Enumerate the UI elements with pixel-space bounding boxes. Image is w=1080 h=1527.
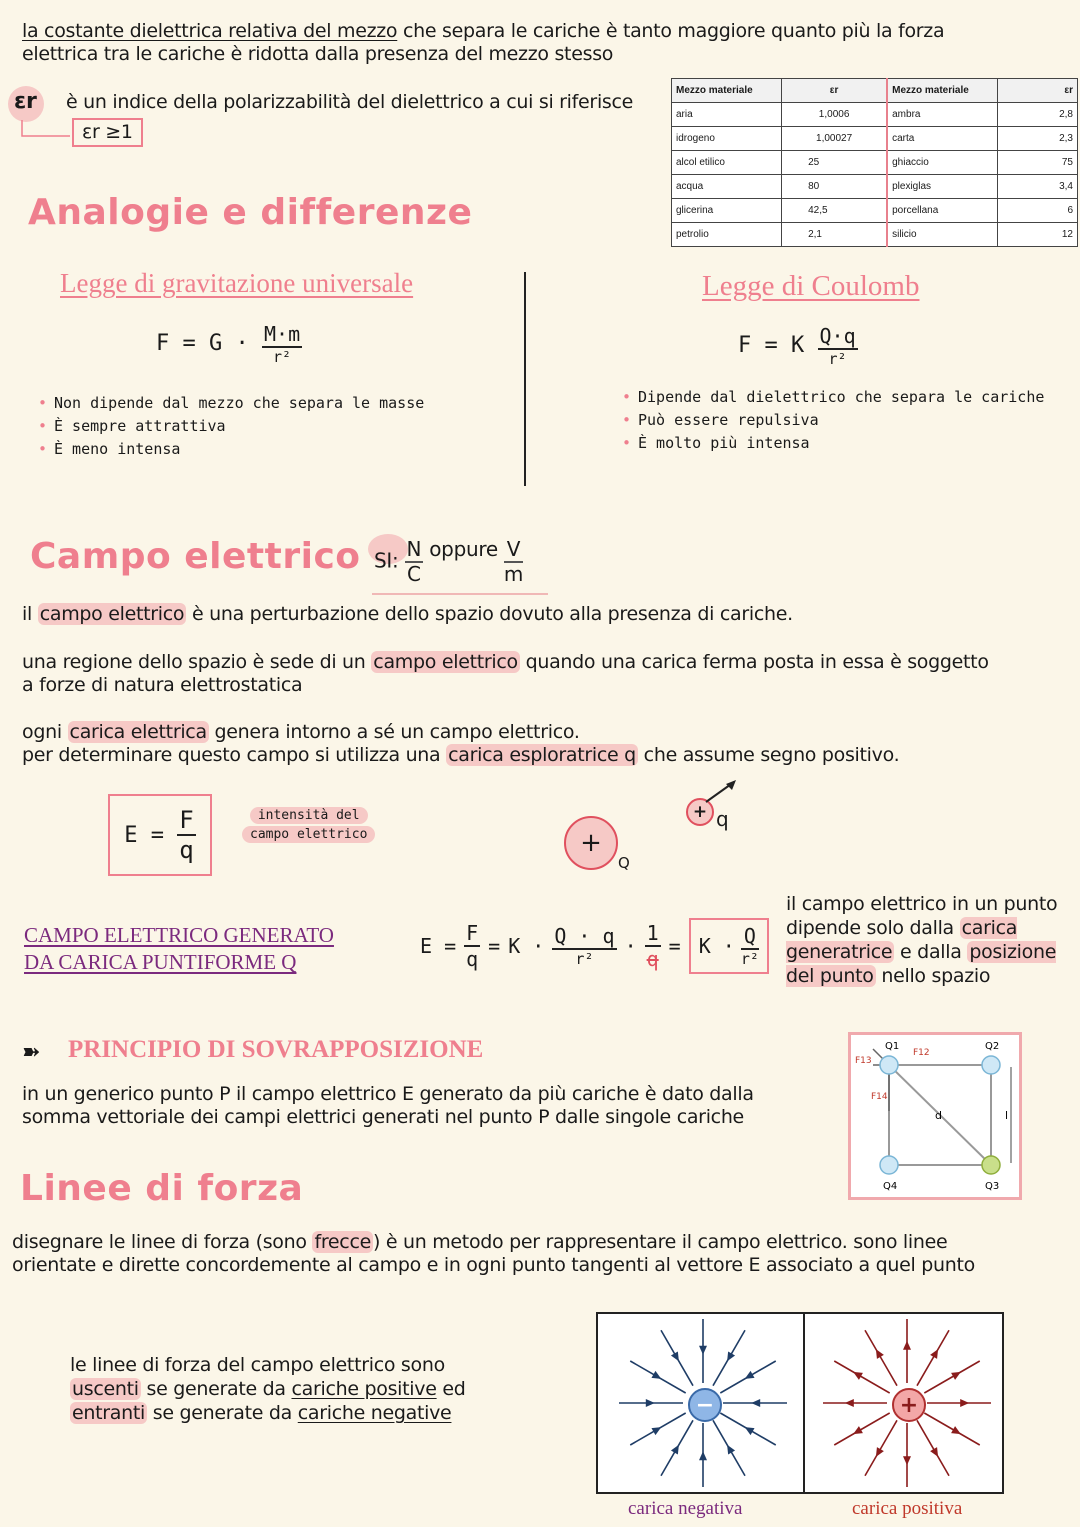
table-cell: 2,8: [998, 103, 1078, 127]
negative-charge: [688, 1388, 722, 1422]
table-row: [672, 175, 1078, 199]
text: orientate e dirette concordemente al campo e in ogni punto tangenti al vettore E associato a quel punto: [12, 1254, 975, 1276]
formula-fraction: [552, 924, 616, 968]
field-arrowhead: [699, 1451, 707, 1460]
sovrapposizione-text: [22, 1083, 822, 1129]
table-cell: 75: [998, 151, 1078, 175]
badge-line: intensità del: [250, 807, 368, 824]
text: per determinare questo campo si utilizza una: [22, 744, 447, 766]
frac-den: C: [407, 562, 421, 586]
campo-def2: [22, 651, 1062, 697]
underlined: cariche negative: [297, 1402, 452, 1424]
table-cell: aria: [672, 103, 782, 127]
table-cell: 42,5: [782, 199, 888, 223]
l-label: l: [1005, 1109, 1009, 1122]
field-line: [865, 1330, 897, 1385]
field-line: [834, 1413, 889, 1445]
text: ogni: [22, 721, 68, 743]
field-line: [917, 1420, 949, 1475]
coulomb-title: Legge di Coulomb: [702, 270, 920, 302]
text: se generate da: [140, 1378, 292, 1400]
highlight: frecce: [314, 1231, 371, 1253]
charge-sign: +: [580, 828, 602, 858]
si-colon: :: [392, 548, 399, 573]
text: una regione dello spazio è sede di un: [22, 651, 372, 673]
double-arrow-icon: ➽: [22, 1040, 41, 1065]
list-item: • È meno intensa: [36, 438, 424, 461]
text: che assume segno positivo.: [637, 744, 900, 766]
er-connector: [20, 118, 80, 142]
intro-rest: che separa le cariche è tanto maggiore quanto più la forza: [397, 20, 945, 42]
campo-def3: [22, 721, 1062, 767]
q3-label: Q3: [985, 1181, 1000, 1192]
table-cell: 80: [782, 175, 888, 199]
intensity-badge: [242, 806, 375, 844]
formula-part: ·: [624, 934, 637, 958]
puntiforme-title: [24, 922, 334, 976]
frac-num: N: [406, 537, 422, 561]
table-cell: glicerina: [672, 199, 782, 223]
field-arrowhead: [845, 1399, 854, 1407]
formula-part: K: [791, 333, 805, 358]
text: genera intorno a sé un campo elettrico.: [208, 721, 580, 743]
text: se generate da: [147, 1402, 298, 1424]
intro-underlined: la costante dielettrica relativa del mezzo: [22, 20, 398, 42]
table-cell: carta: [887, 127, 998, 151]
table-cell: ghiaccio: [887, 151, 998, 175]
frac-den: r²: [273, 348, 292, 366]
list-item: • Può essere repulsiva: [620, 409, 1044, 432]
frac-den: r²: [828, 350, 847, 368]
test-charge-arrow: [700, 776, 740, 806]
field-arrowhead: [646, 1399, 655, 1407]
dielectric-table: [671, 78, 1078, 247]
list-item: • Non dipende dal mezzo che separa le masse: [36, 392, 424, 415]
table-cell: acqua: [672, 175, 782, 199]
grav-formula: [156, 322, 302, 366]
result-box: [689, 918, 769, 974]
table-cell: plexiglas: [887, 175, 998, 199]
grav-bullets: [36, 392, 424, 461]
f13-label: F13: [855, 1056, 872, 1066]
positive-charge: [892, 1388, 926, 1422]
text: il: [22, 603, 38, 625]
charge-sign: −: [695, 1392, 715, 1418]
table-header: εr: [782, 79, 888, 103]
source-charge-label: Q: [618, 854, 630, 872]
formula-part: =: [488, 934, 501, 958]
analogie-title: Analogie e differenze: [28, 192, 473, 233]
field-arrowhead: [903, 1341, 911, 1350]
frac-num: M·m: [264, 322, 301, 346]
unit-fraction-vm: [504, 538, 523, 586]
field-arrowhead: [751, 1399, 760, 1407]
highlight: campo elettrico: [373, 651, 518, 673]
frac-den: r²: [575, 950, 594, 968]
campo-title: Campo elettrico: [30, 536, 361, 577]
table-cell: 25: [782, 151, 888, 175]
list-item: • Dipende dal dielettrico che separa le cariche: [620, 386, 1044, 409]
formula-fraction: [645, 921, 661, 971]
table-header: Mezzo materiale: [887, 79, 998, 103]
field-arrowhead: [699, 1346, 707, 1355]
coulomb-bullets: [620, 386, 1044, 455]
frac-num: V: [504, 538, 523, 563]
table-row: [672, 199, 1078, 223]
field-line: [924, 1413, 979, 1445]
highlight: entranti: [72, 1402, 146, 1424]
grav-fraction: [262, 322, 302, 366]
highlight: carica generatrice: [786, 917, 1018, 963]
formula-part: E =: [124, 822, 165, 848]
negative-label: carica negativa: [628, 1498, 743, 1519]
table-row: [672, 127, 1078, 151]
frac-num: Q·q: [819, 324, 856, 348]
table-header: Mezzo materiale: [672, 79, 782, 103]
table-row: [672, 151, 1078, 175]
coulomb-formula: [738, 324, 858, 368]
highlight: carica esploratrice q: [448, 744, 636, 766]
formula-part: G ·: [209, 331, 249, 356]
linee-text: [12, 1231, 1072, 1277]
si-label: SI: [374, 548, 392, 573]
formula-part: F =: [738, 333, 778, 358]
frac-den: q: [646, 947, 659, 971]
table-cell: alcol etilico: [672, 151, 782, 175]
grav-title: Legge di gravitazione universale: [60, 268, 414, 298]
charge-sign: +: [692, 802, 708, 822]
frac-num: Q · q: [554, 924, 615, 948]
table-header: εr: [998, 79, 1078, 103]
text: è una perturbazione dello spazio dovuto alla presenza di cariche.: [186, 603, 793, 625]
text: somma vettoriale dei campi elettrici generati nel punto P dalle singole cariche: [22, 1106, 744, 1128]
field-arrowhead: [903, 1456, 911, 1465]
linee-note: [70, 1353, 530, 1425]
field-arrowhead: [960, 1399, 969, 1407]
si-underline: [372, 593, 548, 595]
campo-def1: [22, 603, 1062, 626]
text: ) è un metodo per rappresentare il campo elettrico. sono linee: [373, 1231, 948, 1253]
table-cell: 1,0006: [782, 103, 888, 127]
unit-fraction-nc: [405, 538, 424, 586]
er-description: è un indice della polarizzabilità del dielettrico a cui si riferisce: [66, 91, 634, 113]
list-item: • È sempre attrattiva: [36, 415, 424, 438]
d-label: d: [935, 1109, 942, 1122]
er-condition-box: εr ≥1: [72, 118, 143, 147]
coulomb-fraction: [818, 324, 858, 368]
table-cell: silicio: [887, 223, 998, 247]
divider: [524, 272, 526, 486]
text: le linee di forza del campo elettrico sono: [70, 1354, 445, 1376]
q4-label: Q4: [883, 1181, 898, 1192]
title-line: DA CARICA PUNTIFORME Q: [24, 950, 297, 974]
table-cell: 1,00027: [782, 127, 888, 151]
frac-den: q: [179, 836, 194, 864]
linee-title: Linee di forza: [20, 1168, 304, 1209]
puntiforme-formula: [420, 918, 769, 974]
table-cell: 3,4: [998, 175, 1078, 199]
table-cell: ambra: [887, 103, 998, 127]
frac-den: m: [503, 562, 524, 586]
test-charge-label: q: [716, 807, 729, 831]
field-line: [865, 1420, 897, 1475]
frac-den: r²: [740, 950, 759, 968]
charge-sign: +: [899, 1392, 919, 1418]
er-symbol: εr: [14, 89, 37, 114]
highlight: campo elettrico: [39, 603, 185, 625]
list-item: • È molto più intensa: [620, 432, 1044, 455]
puntiforme-note: [786, 892, 1066, 988]
table-cell: 12: [998, 223, 1078, 247]
text: e dalla: [894, 941, 968, 963]
field-line: [917, 1330, 949, 1385]
formula-part: =: [668, 934, 681, 958]
formula-fraction: [741, 924, 759, 968]
intro-text: [22, 20, 1062, 66]
text: quando una carica ferma posta in essa è soggetto: [519, 651, 989, 673]
sovrapposizione-title: PRINCIPIO DI SOVRAPPOSIZIONE: [68, 1036, 484, 1063]
highlight: carica elettrica: [69, 721, 207, 743]
text: in un generico punto P il campo elettrico E generato da più cariche è dato dalla: [22, 1083, 754, 1105]
table-cell: 2,1: [782, 223, 888, 247]
frac-num: F: [466, 921, 479, 945]
f12-label: F12: [913, 1048, 930, 1058]
field-line: [924, 1361, 979, 1393]
highlight: uscenti: [72, 1378, 139, 1400]
intro-line2: elettrica tra le cariche è ridotta dalla presenza del mezzo stesso: [22, 43, 614, 65]
table-cell: petrolio: [672, 223, 782, 247]
text: nello spazio: [875, 965, 991, 987]
e-formula-box: [108, 794, 212, 876]
badge-line: campo elettrico: [242, 826, 375, 843]
table-cell: 6: [998, 199, 1078, 223]
source-charge: [564, 816, 618, 870]
frac-num: F: [179, 806, 194, 834]
field-line: [834, 1361, 889, 1393]
table-cell: porcellana: [887, 199, 998, 223]
table-cell: 2,3: [998, 127, 1078, 151]
formula-part: F =: [156, 331, 196, 356]
text: ed: [436, 1378, 466, 1400]
frac-num: Q: [741, 924, 759, 950]
table-row: [672, 223, 1078, 247]
underlined: cariche positive: [291, 1378, 437, 1400]
frac-den: q: [466, 947, 479, 971]
table-cell: idrogeno: [672, 127, 782, 151]
positive-label: carica positiva: [852, 1498, 963, 1519]
e-fraction: [177, 806, 195, 864]
text: a forze di natura elettrostatica: [22, 674, 303, 696]
q2-label: Q2: [985, 1041, 1000, 1052]
si-units: [374, 538, 523, 586]
table-header-row: [672, 79, 1078, 103]
formula-part: E =: [420, 934, 457, 958]
field-lines-figure: [596, 1312, 1004, 1494]
si-or: oppure: [429, 537, 498, 561]
formula-part: K ·: [508, 934, 545, 958]
f14-label: F14: [871, 1092, 888, 1102]
title-line: CAMPO ELETTRICO GENERATO: [24, 923, 334, 947]
frac-num: 1: [646, 921, 659, 945]
formula-part: K ·: [698, 934, 735, 958]
table-row: [672, 103, 1078, 127]
text: disegnare le linee di forza (sono: [12, 1231, 313, 1253]
q1-label: Q1: [885, 1041, 900, 1052]
text: il campo elettrico in un punto dipende solo dalla: [786, 893, 1058, 939]
superposition-diagram: [848, 1032, 1022, 1200]
diagram-svg: [851, 1035, 1019, 1197]
highlight: posizione del punto: [786, 941, 1057, 987]
formula-fraction: [464, 921, 480, 971]
